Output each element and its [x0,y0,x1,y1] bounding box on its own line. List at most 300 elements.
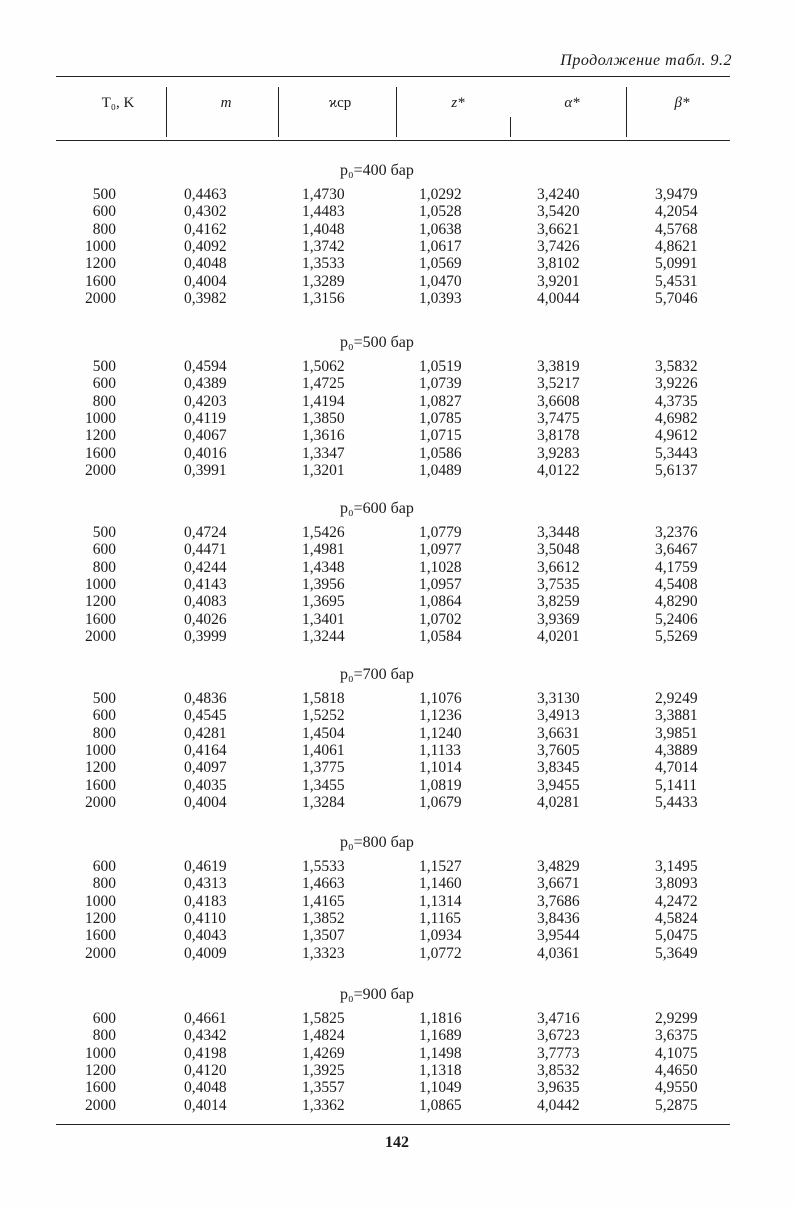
table-row [0,221,794,238]
section-title: p₀=900 бар [340,986,414,1003]
table-bottom-rule [56,1124,730,1125]
table-cell: 1,1014 [419,759,462,777]
table-cell: 1,0819 [419,776,462,794]
table-cell: 0,4724 [184,524,227,541]
table-cell: 3,5420 [537,203,580,221]
table-cell: 3,9201 [537,272,580,290]
table-cell: 4,2054 [655,203,698,221]
table-cell: 800 [92,220,116,238]
table-cell: 3,6612 [537,558,580,576]
table-cell: 1,4824 [302,1027,345,1045]
table-cell: 1,1076 [419,690,462,707]
table-row [0,690,794,707]
table-cell: 3,4716 [537,1010,580,1027]
table-cell: 1,1689 [419,1027,462,1045]
table-cell: 4,0201 [537,627,580,645]
table-row [0,858,794,875]
table-cell: 1,0934 [419,927,462,945]
table-cell: 3,9479 [655,186,698,203]
table-cell: 0,4097 [184,759,227,777]
table-cell: 0,4043 [184,927,227,945]
table-cell: 1,0772 [419,944,462,962]
table-cell: 1,3362 [302,1096,345,1114]
table-cell: 0,4048 [184,1079,227,1097]
table-cell: 800 [92,724,116,742]
table-cell: 1,0957 [419,575,462,593]
table-cell: 4,2472 [655,892,698,910]
table-cell: 0,4067 [184,427,227,445]
table-cell: 5,0991 [655,255,698,273]
table-cell: 1,3347 [302,444,345,462]
table-cell: 0,4619 [184,858,227,875]
table-cell: 1,3156 [302,289,345,307]
table-cell: 1,0528 [419,203,462,221]
table-cell: 1,3956 [302,575,345,593]
table-cell: 1200 [85,909,116,927]
table-row [0,186,794,203]
table-cell: 3,7686 [537,892,580,910]
table-cell: 3,5217 [537,375,580,393]
table-cell: 1,3742 [302,237,345,255]
table-cell: 5,0475 [655,927,698,945]
table-cell: 1,1049 [419,1079,462,1097]
table-cell: 1000 [85,575,116,593]
table-cell: 3,9283 [537,444,580,462]
table-cell: 1,1816 [419,1010,462,1027]
header-alpha: α* [564,95,580,111]
table-cell: 3,5048 [537,541,580,559]
table-cell: 3,4240 [537,186,580,203]
table-cell: 500 [92,186,116,203]
table-row [0,611,794,628]
table-cell: 500 [92,358,116,375]
header-divider [510,117,511,137]
table-cell: 1,5426 [302,524,345,541]
table-cell: 4,3889 [655,741,698,759]
table-cell: 1,0977 [419,541,462,559]
table-cell: 600 [92,375,116,393]
table-cell: 0,4004 [184,793,227,811]
table-row [0,593,794,610]
table-cell: 600 [92,541,116,559]
table-cell: 0,4035 [184,776,227,794]
table-cell: 0,4836 [184,690,227,707]
table-row [0,1062,794,1079]
table-cell: 0,4119 [184,409,227,427]
table-cell: 3,2376 [655,524,698,541]
table-cell: 4,3735 [655,392,698,410]
table-row [0,445,794,462]
table-cell: 1200 [85,759,116,777]
table-cell: 0,4120 [184,1061,227,1079]
table-cell: 3,6375 [655,1027,698,1045]
table-cell: 1,0292 [419,186,462,203]
table-cell: 4,0281 [537,793,580,811]
table-cell: 1,0489 [419,461,462,479]
section-title: p₀=600 бар [340,500,414,517]
table-cell: 1,3533 [302,255,345,273]
table-cell: 1200 [85,593,116,611]
table-cell: 5,4433 [655,793,698,811]
table-cell: 600 [92,858,116,875]
table-row [0,759,794,776]
table-cell: 2000 [85,627,116,645]
table-cell: 3,8259 [537,593,580,611]
table-cell: 0,4302 [184,203,227,221]
table-cell: 0,3999 [184,627,227,645]
table-row [0,541,794,558]
table-cell: 1,4165 [302,892,345,910]
table-row [0,375,794,392]
table-cell: 0,4463 [184,186,227,203]
table-cell: 4,0122 [537,461,580,479]
table-row [0,1010,794,1027]
table-cell: 1,0586 [419,444,462,462]
table-row [0,410,794,427]
table-cell: 4,1075 [655,1044,698,1062]
table-cell: 4,9550 [655,1079,698,1097]
table-cell: 1,3557 [302,1079,345,1097]
table-cell: 1000 [85,892,116,910]
table-row [0,576,794,593]
table-cell: 5,1411 [655,776,698,794]
table-cell: 1,3616 [302,427,345,445]
table-cell: 2,9249 [655,690,698,707]
table-cell: 0,4661 [184,1010,227,1027]
table-cell: 0,4048 [184,255,227,273]
table-cell: 1,3244 [302,627,345,645]
table-row [0,893,794,910]
table-cell: 1,1133 [419,741,462,759]
table-caption: Продолжение табл. 9.2 [560,52,732,69]
table-cell: 1600 [85,1079,116,1097]
table-cell: 3,6621 [537,220,580,238]
table-cell: 0,4313 [184,875,227,893]
table-cell: 3,9851 [655,724,698,742]
table-cell: 1,1240 [419,724,462,742]
table-cell: 1200 [85,1061,116,1079]
table-cell: 4,4650 [655,1061,698,1079]
table-row [0,628,794,645]
table-cell: 1600 [85,927,116,945]
table-cell: 1,3323 [302,944,345,962]
section-title: p₀=700 бар [340,666,414,683]
table-cell: 3,6467 [655,541,698,559]
table-cell: 5,2406 [655,610,698,628]
table-cell: 1,0519 [419,358,462,375]
table-cell: 1600 [85,444,116,462]
section-title: p₀=500 бар [340,334,414,351]
table-cell: 1600 [85,272,116,290]
table-cell: 1600 [85,776,116,794]
header-divider [396,87,397,137]
table-row [0,290,794,307]
table-cell: 0,4004 [184,272,227,290]
table-cell: 1,3284 [302,793,345,811]
table-cell: 0,4281 [184,724,227,742]
table-cell: 0,4203 [184,392,227,410]
table-cell: 3,7773 [537,1044,580,1062]
table-cell: 0,4110 [184,909,227,927]
table-cell: 1000 [85,1044,116,1062]
table-cell: 5,5269 [655,627,698,645]
table-cell: 4,5768 [655,220,698,238]
table-cell: 1,4194 [302,392,345,410]
table-cell: 1,5818 [302,690,345,707]
table-cell: 1,0584 [419,627,462,645]
table-cell: 800 [92,875,116,893]
table-cell: 1,0715 [419,427,462,445]
table-cell: 600 [92,707,116,725]
table-cell: 1,0739 [419,375,462,393]
table-cell: 0,4198 [184,1044,227,1062]
table-row [0,1045,794,1062]
table-cell: 5,3443 [655,444,698,462]
table-cell: 5,4531 [655,272,698,290]
table-row [0,238,794,255]
table-cell: 1,3201 [302,461,345,479]
table-cell: 1200 [85,255,116,273]
table-cell: 1,0569 [419,255,462,273]
table-cell: 3,5832 [655,358,698,375]
table-cell: 0,4342 [184,1027,227,1045]
table-cell: 0,4016 [184,444,227,462]
table-cell: 2000 [85,1096,116,1114]
table-cell: 1,0393 [419,289,462,307]
table-cell: 1,1314 [419,892,462,910]
table-cell: 1,5825 [302,1010,345,1027]
table-cell: 1,0470 [419,272,462,290]
header-divider [166,87,167,137]
table-cell: 1,0785 [419,409,462,427]
table-cell: 1,0638 [419,220,462,238]
table-cell: 3,8532 [537,1061,580,1079]
table-cell: 5,6137 [655,461,698,479]
table-cell: 3,8093 [655,875,698,893]
table-cell: 800 [92,1027,116,1045]
table-cell: 5,2875 [655,1096,698,1114]
table-cell: 1,3507 [302,927,345,945]
table-cell: 0,4183 [184,892,227,910]
table-cell: 1,4663 [302,875,345,893]
table-cell: 4,5824 [655,909,698,927]
table-cell: 1,3695 [302,593,345,611]
table-cell: 2000 [85,289,116,307]
table-cell: 3,7605 [537,741,580,759]
table-cell: 0,4014 [184,1096,227,1114]
table-cell: 3,6631 [537,724,580,742]
table-cell: 4,9612 [655,427,698,445]
table-row [0,524,794,541]
table-cell: 3,8178 [537,427,580,445]
table-cell: 3,6723 [537,1027,580,1045]
table-header [56,77,730,140]
table-cell: 0,4092 [184,237,227,255]
table-cell: 1,4730 [302,186,345,203]
table-cell: 3,9455 [537,776,580,794]
table-cell: 3,3448 [537,524,580,541]
table-cell: 1,3850 [302,409,345,427]
table-cell: 3,8345 [537,759,580,777]
table-cell: 1,4048 [302,220,345,238]
header-beta: β* [674,95,690,111]
table-cell: 600 [92,1010,116,1027]
table-cell: 1,3852 [302,909,345,927]
table-cell: 2,9299 [655,1010,698,1027]
header-divider [626,87,627,137]
table-cell: 1,4981 [302,541,345,559]
table-cell: 0,4594 [184,358,227,375]
table-cell: 3,6671 [537,875,580,893]
table-cell: 1200 [85,427,116,445]
table-cell: 0,4545 [184,707,227,725]
table-cell: 2000 [85,944,116,962]
table-row [0,255,794,272]
table-cell: 1,0865 [419,1096,462,1114]
table-cell: 2000 [85,461,116,479]
table-cell: 1,1236 [419,707,462,725]
table-row [0,945,794,962]
table-cell: 0,4143 [184,575,227,593]
table-cell: 4,1759 [655,558,698,576]
table-row [0,707,794,724]
table-cell: 0,4026 [184,610,227,628]
table-row [0,358,794,375]
table-row [0,1097,794,1114]
table-cell: 500 [92,690,116,707]
table-row [0,725,794,742]
table-cell: 3,3130 [537,690,580,707]
table-cell: 3,7475 [537,409,580,427]
table-cell: 1,0827 [419,392,462,410]
table-cell: 1,3401 [302,610,345,628]
table-cell: 1,5062 [302,358,345,375]
header-m: m [220,95,232,111]
table-cell: 0,4164 [184,741,227,759]
header-divider [278,87,279,137]
table-cell: 1,1460 [419,875,462,893]
table-row [0,393,794,410]
table-cell: 1600 [85,610,116,628]
table-cell: 3,1495 [655,858,698,875]
table-cell: 5,7046 [655,289,698,307]
table-cell: 800 [92,392,116,410]
table-cell: 1,3775 [302,759,345,777]
table-cell: 3,9544 [537,927,580,945]
table-cell: 3,8436 [537,909,580,927]
table-cell: 4,8621 [655,237,698,255]
table-cell: 4,6982 [655,409,698,427]
table-cell: 3,3819 [537,358,580,375]
table-cell: 1,4725 [302,375,345,393]
header-kcp: ϰcp [328,95,352,111]
table-cell: 0,3991 [184,461,227,479]
table-cell: 3,7426 [537,237,580,255]
table-cell: 3,3881 [655,707,698,725]
table-cell: 4,0044 [537,289,580,307]
table-row [0,273,794,290]
table-cell: 3,4829 [537,858,580,875]
table-cell: 500 [92,524,116,541]
table-cell: 1,1318 [419,1061,462,1079]
table-cell: 0,3982 [184,289,227,307]
table-cell: 4,8290 [655,593,698,611]
table-cell: 1,3289 [302,272,345,290]
table-cell: 1,1165 [419,909,462,927]
table-cell: 1,1498 [419,1044,462,1062]
table-row [0,203,794,220]
table-cell: 600 [92,203,116,221]
table-row [0,559,794,576]
table-cell: 1,4504 [302,724,345,742]
section-title: p₀=400 бар [340,162,414,179]
table-row [0,777,794,794]
table-cell: 5,3649 [655,944,698,962]
table-cell: 1,0864 [419,593,462,611]
page-number: 142 [385,1134,409,1151]
table-cell: 1,1527 [419,858,462,875]
table-cell: 1,0617 [419,237,462,255]
table-row [0,875,794,892]
table-cell: 1,3455 [302,776,345,794]
table-cell: 3,4913 [537,707,580,725]
table-cell: 0,4083 [184,593,227,611]
table-cell: 1,1028 [419,558,462,576]
table-cell: 800 [92,558,116,576]
table-cell: 1,4483 [302,203,345,221]
table-cell: 4,0361 [537,944,580,962]
table-cell: 4,0442 [537,1096,580,1114]
table-cell: 1,0779 [419,524,462,541]
table-cell: 1,4061 [302,741,345,759]
header-t0: T₀, K [101,95,135,111]
table-cell: 3,9369 [537,610,580,628]
table-cell: 4,7014 [655,759,698,777]
table-cell: 3,7535 [537,575,580,593]
table-cell: 0,4471 [184,541,227,559]
table-cell: 1000 [85,409,116,427]
table-cell: 0,4389 [184,375,227,393]
table-cell: 0,4009 [184,944,227,962]
table-row [0,742,794,759]
table-cell: 1,4348 [302,558,345,576]
table-row [0,927,794,944]
table-cell: 1,5533 [302,858,345,875]
section-title: p₀=800 бар [340,834,414,851]
table-row [0,462,794,479]
table-cell: 4,5408 [655,575,698,593]
table-cell: 0,4244 [184,558,227,576]
table-cell: 3,8102 [537,255,580,273]
table-row [0,1027,794,1044]
table-row [0,910,794,927]
table-cell: 3,9226 [655,375,698,393]
table-row [0,1079,794,1096]
table-cell: 1,4269 [302,1044,345,1062]
table-cell: 1,0679 [419,793,462,811]
table-cell: 3,9635 [537,1079,580,1097]
table-row [0,427,794,444]
table-header-rule [56,140,730,141]
table-cell: 1000 [85,237,116,255]
table-cell: 1,5252 [302,707,345,725]
table-cell: 2000 [85,793,116,811]
table-cell: 3,6608 [537,392,580,410]
table-cell: 1000 [85,741,116,759]
header-z: z* [451,95,465,111]
table-cell: 0,4162 [184,220,227,238]
table-cell: 1,3925 [302,1061,345,1079]
